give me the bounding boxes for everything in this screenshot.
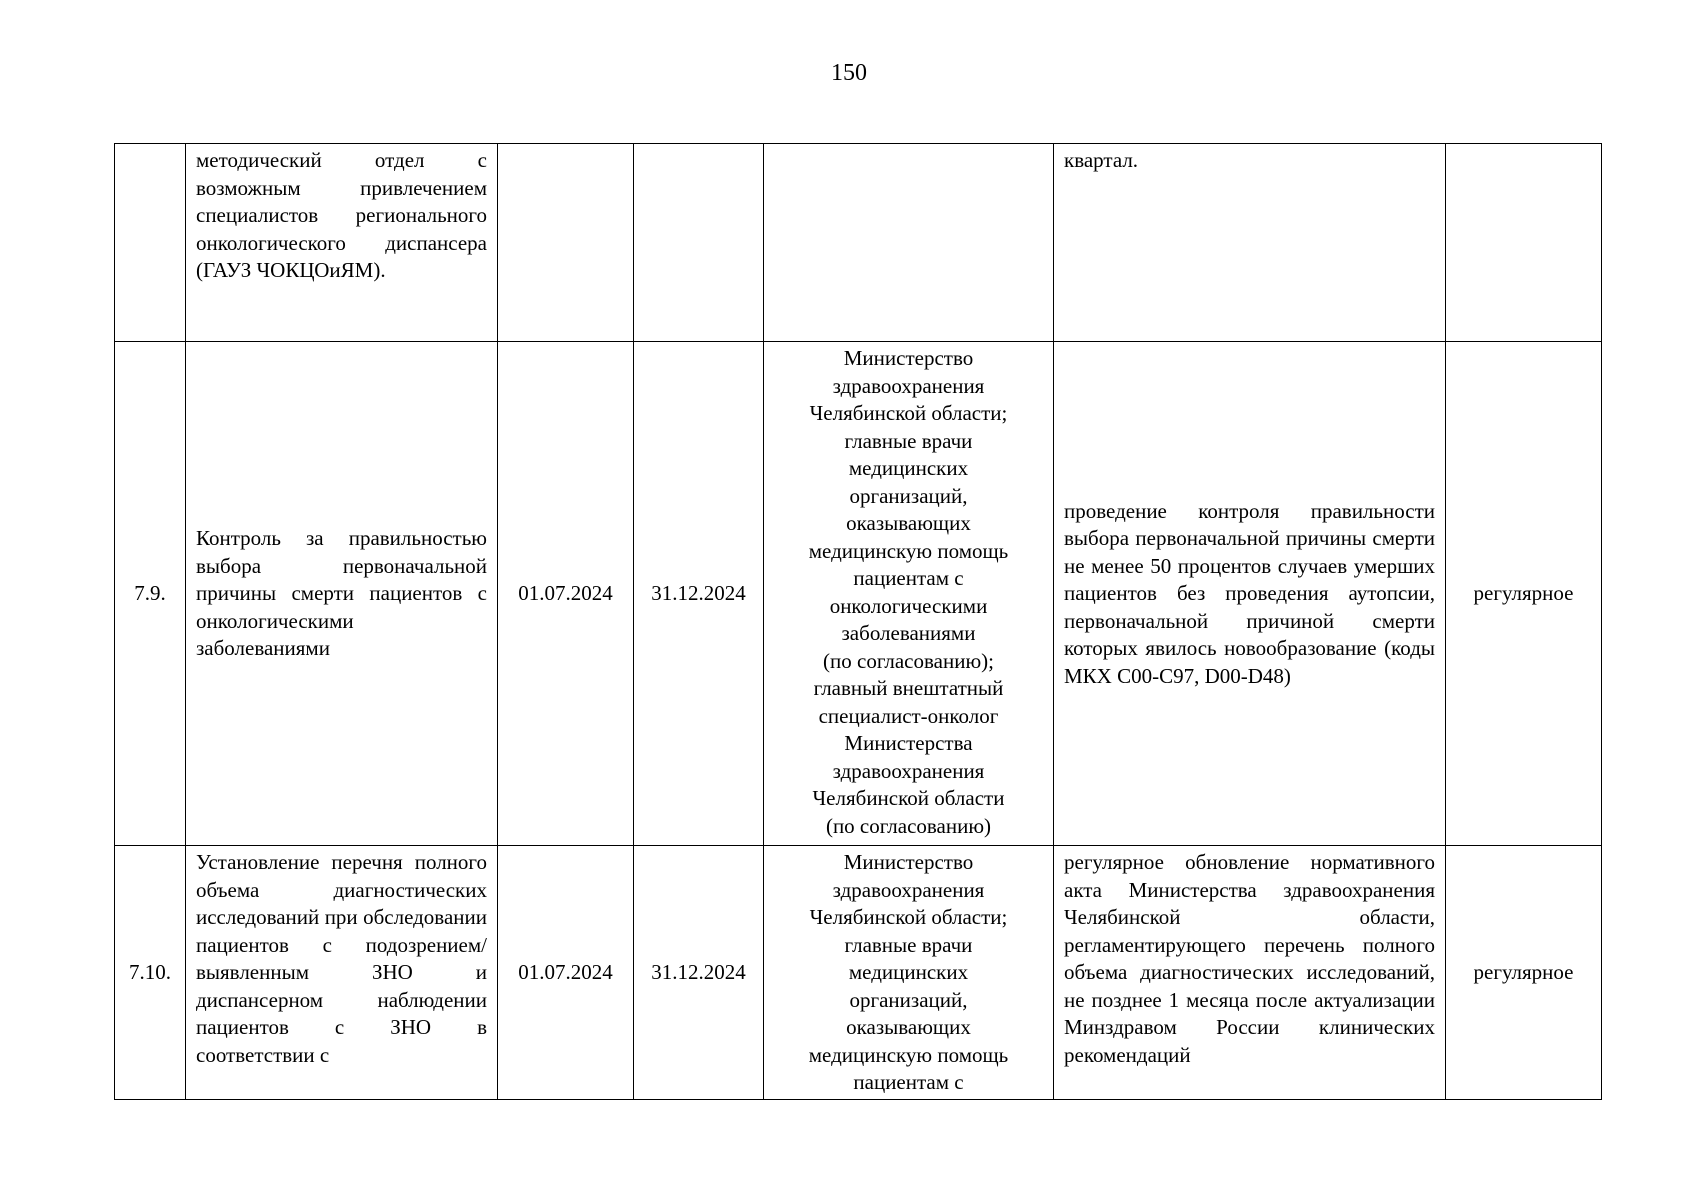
expected-result: регулярное обновление нормативного акта Министерства здравоохранения Челябинской области, регламентирующего перечень полного объема диагностических исследований, не позднее 1 месяца после актуализации Минздравом России клинических рекомендаций: [1054, 846, 1446, 1100]
responsible-line: оказывающих: [846, 1015, 971, 1039]
end-date: 31.12.2024: [634, 342, 764, 846]
responsible-line: медицинскую помощь: [808, 538, 1009, 563]
responsible-line: (по согласованию);: [823, 648, 994, 673]
responsible-line: здравоохранения: [832, 877, 985, 902]
expected-result: квартал.: [1054, 144, 1446, 342]
responsible-line: пациентам с: [853, 1070, 964, 1094]
responsible-line: Челябинской области;: [809, 905, 1008, 929]
table-row: [115, 144, 1602, 342]
activity-type: регулярное: [1446, 342, 1602, 846]
responsible-line: специалист-онколог: [818, 703, 999, 728]
end-date: 31.12.2024: [634, 846, 764, 1100]
row-number: [115, 144, 186, 342]
end-date: [634, 144, 764, 342]
responsible-line: Министерство: [843, 850, 974, 874]
responsible-line: Челябинской области: [812, 786, 1005, 810]
responsible-line: здравоохранения: [832, 758, 985, 783]
responsible-line: оказывающих: [846, 511, 971, 535]
responsible-line: здравоохранения: [832, 373, 985, 398]
table-row: [115, 846, 1602, 1100]
row-number: 7.9.: [115, 342, 186, 846]
responsible-line: медицинских: [848, 960, 969, 984]
activity-type: регулярное: [1446, 846, 1602, 1100]
responsible-line: заболеваниями: [841, 621, 976, 645]
row-number: 7.10.: [115, 846, 186, 1100]
table-row: [115, 342, 1602, 846]
activity-name: методический отдел с возможным привлечением специалистов регионального онкологического диспансера (ГАУЗ ЧОКЦОиЯМ).: [186, 144, 498, 342]
responsible-line: Министерство: [843, 346, 974, 370]
page-number: 150: [831, 60, 867, 86]
responsible-line: пациентам с: [853, 566, 964, 590]
responsible-line: главные врачи: [844, 428, 973, 453]
responsible-line: главные врачи: [844, 932, 973, 957]
responsible: [764, 342, 1054, 846]
responsible-line: медицинскую помощь: [808, 1042, 1009, 1067]
responsible: [764, 144, 1054, 342]
activity-name: Контроль за правильностью выбора первоначальной причины смерти пациентов с онкологическими заболеваниями: [186, 342, 498, 846]
start-date: 01.07.2024: [498, 846, 634, 1100]
start-date: 01.07.2024: [498, 342, 634, 846]
responsible-line: организаций,: [849, 987, 968, 1012]
responsible: [764, 846, 1054, 1100]
plan-table: [114, 143, 1602, 1100]
activity-type: [1446, 144, 1602, 342]
activity-name: Установление перечня полного объема диагностических исследований при обследовании пациентов с подозрением/выявленным ЗНО и диспансерном наблюдении пациентов с ЗНО в соответствии с: [186, 846, 498, 1100]
responsible-line: медицинских: [848, 456, 969, 480]
responsible-line: Челябинской области;: [809, 401, 1008, 425]
expected-result: проведение контроля правильности выбора первоначальной причины смерти не менее 50 процентов случаев умерших пациентов без проведения аутопсии, первоначальной причиной смерти которых явилось новообразование (коды МКХ С00-С97, D00-D48): [1054, 342, 1446, 846]
responsible-line: Министерства: [844, 731, 973, 755]
responsible-line: онкологическими: [829, 593, 988, 618]
responsible-line: (по согласованию): [825, 813, 992, 838]
responsible-line: главный внештатный: [813, 676, 1004, 700]
responsible-line: организаций,: [849, 483, 968, 508]
start-date: [498, 144, 634, 342]
